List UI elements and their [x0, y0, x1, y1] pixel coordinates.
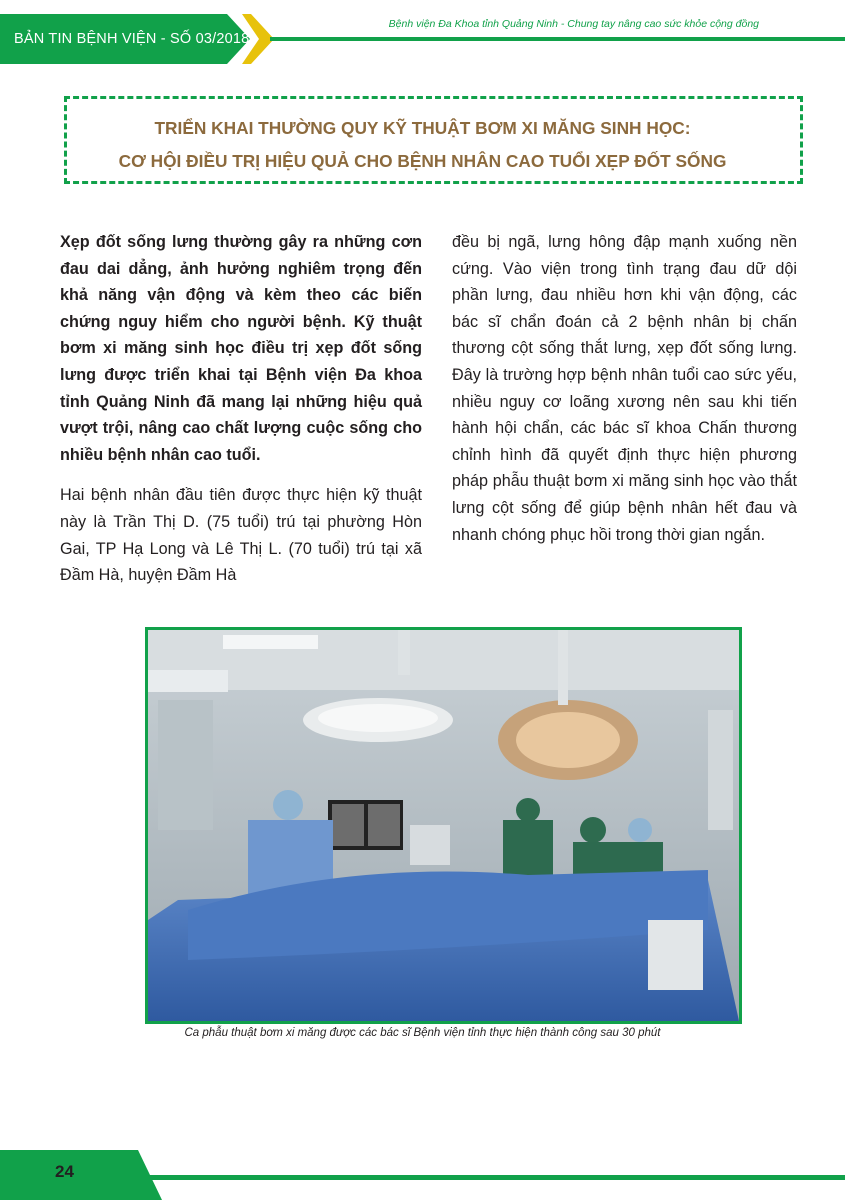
surgery-photo — [145, 627, 742, 1024]
operating-room-illustration — [148, 630, 739, 1021]
body-paragraph-2: đều bị ngã, lưng hông đập mạnh xuống nền cứng. Vào viện trong tình trạng đau dữ dội phần lưng, đau nhiều hơn khi vận động, các bác sĩ chẩn đoán cả 2 bệnh nhân bị chấn thương cột sống thắt lưng, xẹp đốt sống lưng. Đây là trường hợp bệnh nhân tuổi cao sức yếu, nhiều nguy cơ loãng xương nên sau khi tiến hành hội chẩn, các bác sĩ khoa Chấn thương chỉnh hình đã quyết định thực hiện phương pháp phẫu thuật bơm xi măng sinh học vào thắt lưng cột sống để giúp bệnh nhân hết đau và nhanh chóng phục hồi trong thời gian ngắn. — [452, 233, 797, 544]
left-column — [60, 229, 422, 589]
footer-rule — [150, 1175, 845, 1180]
photo-caption: Ca phẫu thuật bơm xi măng được các bác sĩ Bệnh viện tỉnh thực hiện thành công sau 30 phút — [184, 1027, 661, 1039]
lead-paragraph: Xẹp đốt sống lưng thường gây ra những cơn đau dai dẳng, ảnh hưởng nghiêm trọng đến khả năng vận động và kèm theo các biến chứng nguy hiểm cho người bệnh. Kỹ thuật bơm xi măng sinh học điều trị xẹp đốt sống lưng được triển khai tại Bệnh viện Đa khoa tỉnh Quảng Ninh đã mang lại những hiệu quả vượt trội, nâng cao chất lượng cuộc sống cho nhiều bệnh nhân cao tuổi. — [60, 233, 422, 464]
footer-banner — [0, 1150, 162, 1200]
page-number: 24 — [55, 1162, 74, 1181]
issue-title: BẢN TIN BỆNH VIỆN - SỐ 03/2018 — [14, 31, 250, 47]
header-rule — [270, 37, 845, 41]
body-paragraph-1: Hai bệnh nhân đầu tiên được thực hiện kỹ thuật này là Trần Thị D. (75 tuổi) trú tại phường Hòn Gai, TP Hạ Long và Lê Thị L. (70 tuổi) trú tại xã Đầm Hà, huyện Đầm Hà — [60, 486, 422, 585]
article-title-line-2: CƠ HỘI ĐIỀU TRỊ HIỆU QUẢ CHO BỆNH NHÂN CAO TUỔI XẸP ĐỐT SỐNG — [118, 151, 727, 171]
right-column — [452, 229, 797, 548]
header-slogan: Bệnh viện Đa Khoa tỉnh Quảng Ninh - Chung tay nâng cao sức khỏe cộng đồng — [388, 18, 759, 30]
article-title-line-1: TRIỂN KHAI THƯỜNG QUY KỸ THUẬT BƠM XI MĂNG SINH HỌC: — [154, 118, 691, 138]
